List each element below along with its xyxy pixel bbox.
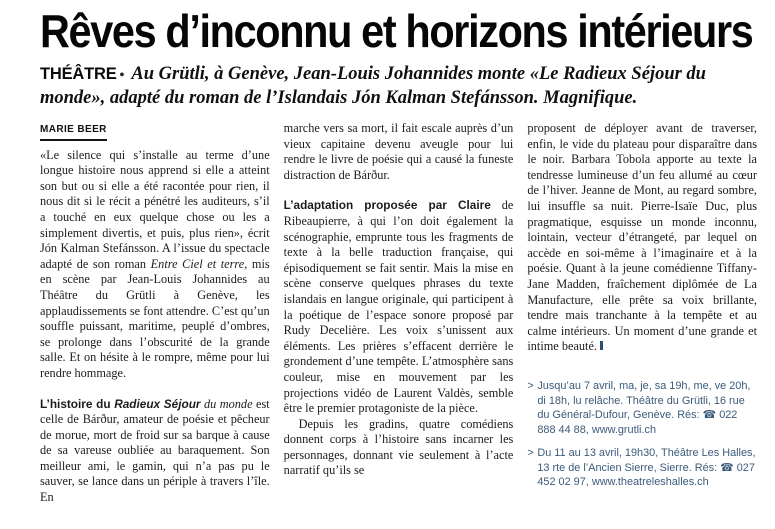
byline: MARIE BEER: [40, 122, 107, 141]
kicker-bullet-icon: •: [119, 67, 125, 83]
article-paragraph: Depuis les gradins, quatre comédiens donnent corps à l’histoire sans incarner les personnages, donnant vie seulement à l’acte narratif qu’ils se: [283, 416, 514, 478]
info-text: Du 11 au 13 avril, 19h30, Théâtre Les Halles, 13 rte de l’Ancien Sierre, Sierre. Rés: ☎ 027 452 02 97, www.theatreleshalles.ch: [537, 447, 756, 489]
article-paragraph: marche vers sa mort, il fait escale auprès d’un vieux capitaine devenu aveugle pour lui rendre le livre de poésie qui a causé la funeste distraction de Bárður.: [283, 121, 514, 182]
article-paragraph: L’histoire du Radieux Séjour du monde est celle de Bárður, amateur de poésie et pêcheur de morue, mort de froid sur sa barque à cause de sa vareuse oubliée au baraquement. Son meilleur ami, le gamin, qui n’a pas pu le sauver, se lance dans un périple à travers l’île. En: [40, 396, 270, 505]
text-column: [284, 121, 514, 479]
info-item: [527, 446, 757, 490]
article-paragraph: L’adaptation proposée par Claire de Ribeaupierre, à qui l’on doit également la scénographie, emprunte tous les fragments de texte à la belle traduction française, qui épisodiquement se fait sentir. Mais la mise en scène conserve quelques phrases du texte islandais en langue originale, qui participent à la poétique de l’espace sonore proposé par Rudy Decelière. Les voix s’unissent aux éléments. Les prières s’effacent derrière le grondement d’une tempête. L’atmosphère sans couleur, mise en mouvement par les projections vidéo de Laurent Valdès, semble être le premier protagoniste de la pièce.: [283, 198, 514, 416]
standfirst-text: Au Grütli, à Genève, Jean-Louis Johannides monte «Le Radieux Séjour du monde», adapté du roman de l’Islandais Jón Kalman Stefánsson. Magnifique.: [40, 63, 706, 109]
article-paragraph: proposent de déployer avant de traverser, enfin, le vide du plateau pour disparaître dans le noir. Barbara Tobola apporte au texte la tendresse lumineuse d’un feu allumé au cœur de l’hiver. Jeanne de Mont, au regard sombre, lui insuffle sa nuit. Pierre-Isaïe Duc, plus pragmatique, esquisse un monde inconnu, lointain, vecteur d’étrangeté, par lequel on accède en soi-même à l’imaginaire et à la poésie. Quant à la jeune comédienne Tiffany-Jane Madden, fraîchement diplômée de La Manufacture, elle prête sa voix brillante, tendre mais tranchante à la tempête et au calme intérieurs. Un moment d’une grande et intime beauté.: [527, 121, 758, 354]
event-info-block: [527, 379, 757, 490]
text-column: [527, 121, 757, 499]
end-of-article-marker: [600, 341, 603, 350]
article-headline: Rêves d’inconnu et horizons intérieurs: [40, 5, 753, 57]
info-text: Jusqu’au 7 avril, ma, je, sa 19h, me, ve 20h, di 18h, lu relâche. Théâtre du Grütli, 16 rue du Général-Dufour, Genève. Rés: ☎ 022 888 44 88, www.grutli.ch: [537, 379, 751, 436]
byline-row: [40, 121, 270, 141]
info-item: [527, 379, 757, 437]
text-column: [40, 121, 270, 506]
article-paragraph: «Le silence qui s’installe au terme d’une longue histoire nous apprend si elle a atteint son but ou si elle a été racontée pour rien, il nous dit si le récit a pénétré les auditeurs, s’il a touché en eux quelque chose ou les a simplement divertis, et puis, plus rien», écrit Jón Kalman Stefánsson. A l’issue du spectacle adapté de son roman Entre Ciel et terre, mis en scène par Jean-Louis Johannides au Théâtre du Grütli à Genève, les applaudissements se font attendre. C’est qu’un souffle puissant, maritime, peuplé d’ombres, se prolonge dans l’obscurité de la grande salle. Et on hésite à le rompre, même pour lui rendre hommage.: [40, 147, 270, 380]
article-standfirst: [40, 62, 740, 111]
section-kicker: THÉÂTRE: [40, 64, 117, 83]
article-columns: [40, 121, 757, 506]
info-marker: >: [527, 379, 534, 392]
info-marker: >: [527, 447, 534, 460]
